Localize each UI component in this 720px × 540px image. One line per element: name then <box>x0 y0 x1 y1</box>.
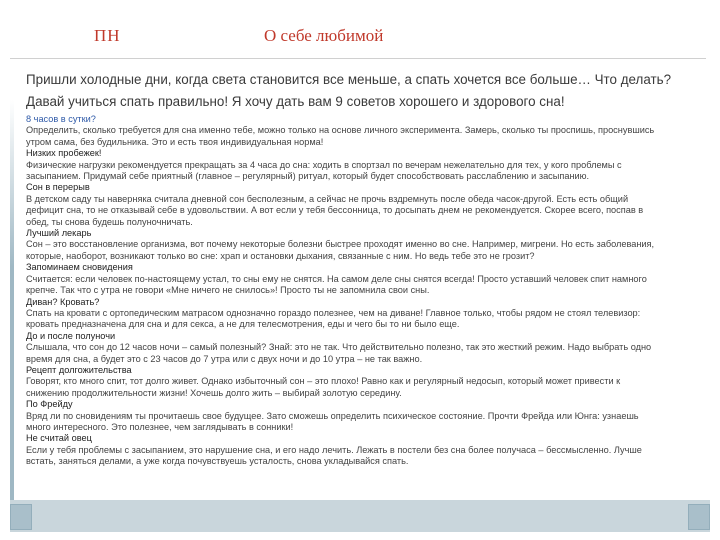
header-left-label: ПН <box>94 26 121 45</box>
tip-heading: 8 часов в сутки? <box>26 114 96 124</box>
tip-text-line: Если у тебя проблемы с засыпанием, это нарушение сна, и его надо лечить. Лежать в постели без сна более получаса – бессмысленно. Лучше <box>26 444 642 455</box>
tip-text-line: В детском саду ты наверняка считала дневной сон бесполезным, а сейчас не прочь вздремнуть после обеда часок-другой. Есть есть общий <box>26 193 629 204</box>
tip-heading: Диван? Кровать? <box>26 296 100 307</box>
tip-text-line: время для сна, а будет это с 23 часов до 7 утра или с двух ночи и до 10 утра – не так важно. <box>26 353 423 364</box>
tip-text-line: Спать на кровати с ортопедическим матрасом однозначно гораздо полезнее, чем на диване! Главное только, чтобы рядом не стоял телевизор: <box>26 307 641 318</box>
footer-decor-square <box>10 504 32 530</box>
left-accent-bar <box>10 100 14 518</box>
tip-text-line: которые, наоборот, возникают только во сне: храп и остановки дыхания, связанные с ним. Но ведь тебе это не грозит? <box>26 250 535 261</box>
tip-heading: По Фрейду <box>26 399 73 410</box>
tip-heading: Не считай овец <box>26 433 92 444</box>
tip-heading: До и после полуночи <box>26 330 116 341</box>
tip-text-line: снижению продолжительности жизни! Хочешь долго жить – выбирай золотую середину. <box>26 387 402 398</box>
tip-text-line: крепче. Так что с утра не говори «Мне ничего не снилось»! Просто ты не запомнила свои сны. <box>26 285 430 296</box>
tip-text-line: кровать предназначена для сна и для секса, а не для телесмотрения, еды и чего бы то ни было еще. <box>26 319 460 330</box>
top-divider <box>10 58 706 59</box>
footer-decor-square <box>688 504 710 530</box>
tip-text-line: встать, заняться делами, а уже когда почувствуешь усталость, снова укладывайся спать. <box>26 456 409 467</box>
tip-text-line: Определить, сколько требуется для сна именно тебе, можно только на основе личного эксперимента. Замерь, сколько ты проспишь, проснувшись <box>26 125 655 136</box>
tips-list <box>26 114 712 468</box>
tip-text-line: Сон – это восстановление организма, вот почему некоторые болезни быстрее проходят именно во сне. Например, мигрени. Но есть заболевания, <box>26 239 655 250</box>
tip-text-line: дефицит сна, то не отказывай себе в удовольствии. А вот если у тебя бессонница, то досыпать днем не рекомендуется. Скорее всего, поспав в <box>26 205 644 216</box>
tip-heading: Низких пробежек! <box>26 148 102 159</box>
tip-text-line: утром сама, без будильника. Это и есть твоя индивидуальная норма! <box>26 136 324 147</box>
tip-text-line: Слышала, что сон до 12 часов ночи – самый полезный? Знай: это не так. Что действительно полезно, так это жесткий режим. Надо выбрать одно <box>26 342 652 353</box>
tip-text-line: засыпанием. Придумай себе приятный (главное – регулярный) ритуал, который будет способствовать расслаблению и засыпанию. <box>26 171 590 182</box>
intro-line-1: Пришли холодные дни, когда света становится все меньше, а спать хочется все больше… Что делать? <box>26 72 672 87</box>
article-body <box>26 70 712 468</box>
tip-text-line: Считается: если человек по-настоящему устал, то сны ему не снятся. На самом деле сны снятся всегда! Просто уставший человек спит намного <box>26 273 647 284</box>
tip-text-line: обед, ты снова будешь полуночничать. <box>26 216 193 227</box>
tip-heading: Рецепт долгожительства <box>26 364 132 375</box>
slide-title: О себе любимой <box>264 26 384 45</box>
intro-line-2: Давай учиться спать правильно! Я хочу дать вам 9 советов хорошего и здорового сна! <box>26 94 565 109</box>
tip-text-line: Физические нагрузки рекомендуется прекращать за 4 часа до сна: ходить в спортзал по вечерам нежелательно для тех, у кого проблемы с <box>26 159 622 170</box>
tip-heading: Запоминаем сновидения <box>26 262 133 273</box>
tip-text-line: Вряд ли по сновидениям ты прочитаешь свое будущее. Зато сможешь определить психическое состояние. Прочти Фрейда или Юнга: узнаешь <box>26 410 639 421</box>
tip-heading: Лучший лекарь <box>26 228 92 239</box>
tip-text-line: Говорят, кто много спит, тот долго живет. Однако избыточный сон – это плохо! Равно как и регулярный недосып, который может привести к <box>26 376 621 387</box>
tip-text-line: много интересного. Это полезнее, чем заглядывать в сонники! <box>26 421 294 432</box>
tip-heading: Сон в перерыв <box>26 182 90 193</box>
footer-band <box>10 500 710 532</box>
